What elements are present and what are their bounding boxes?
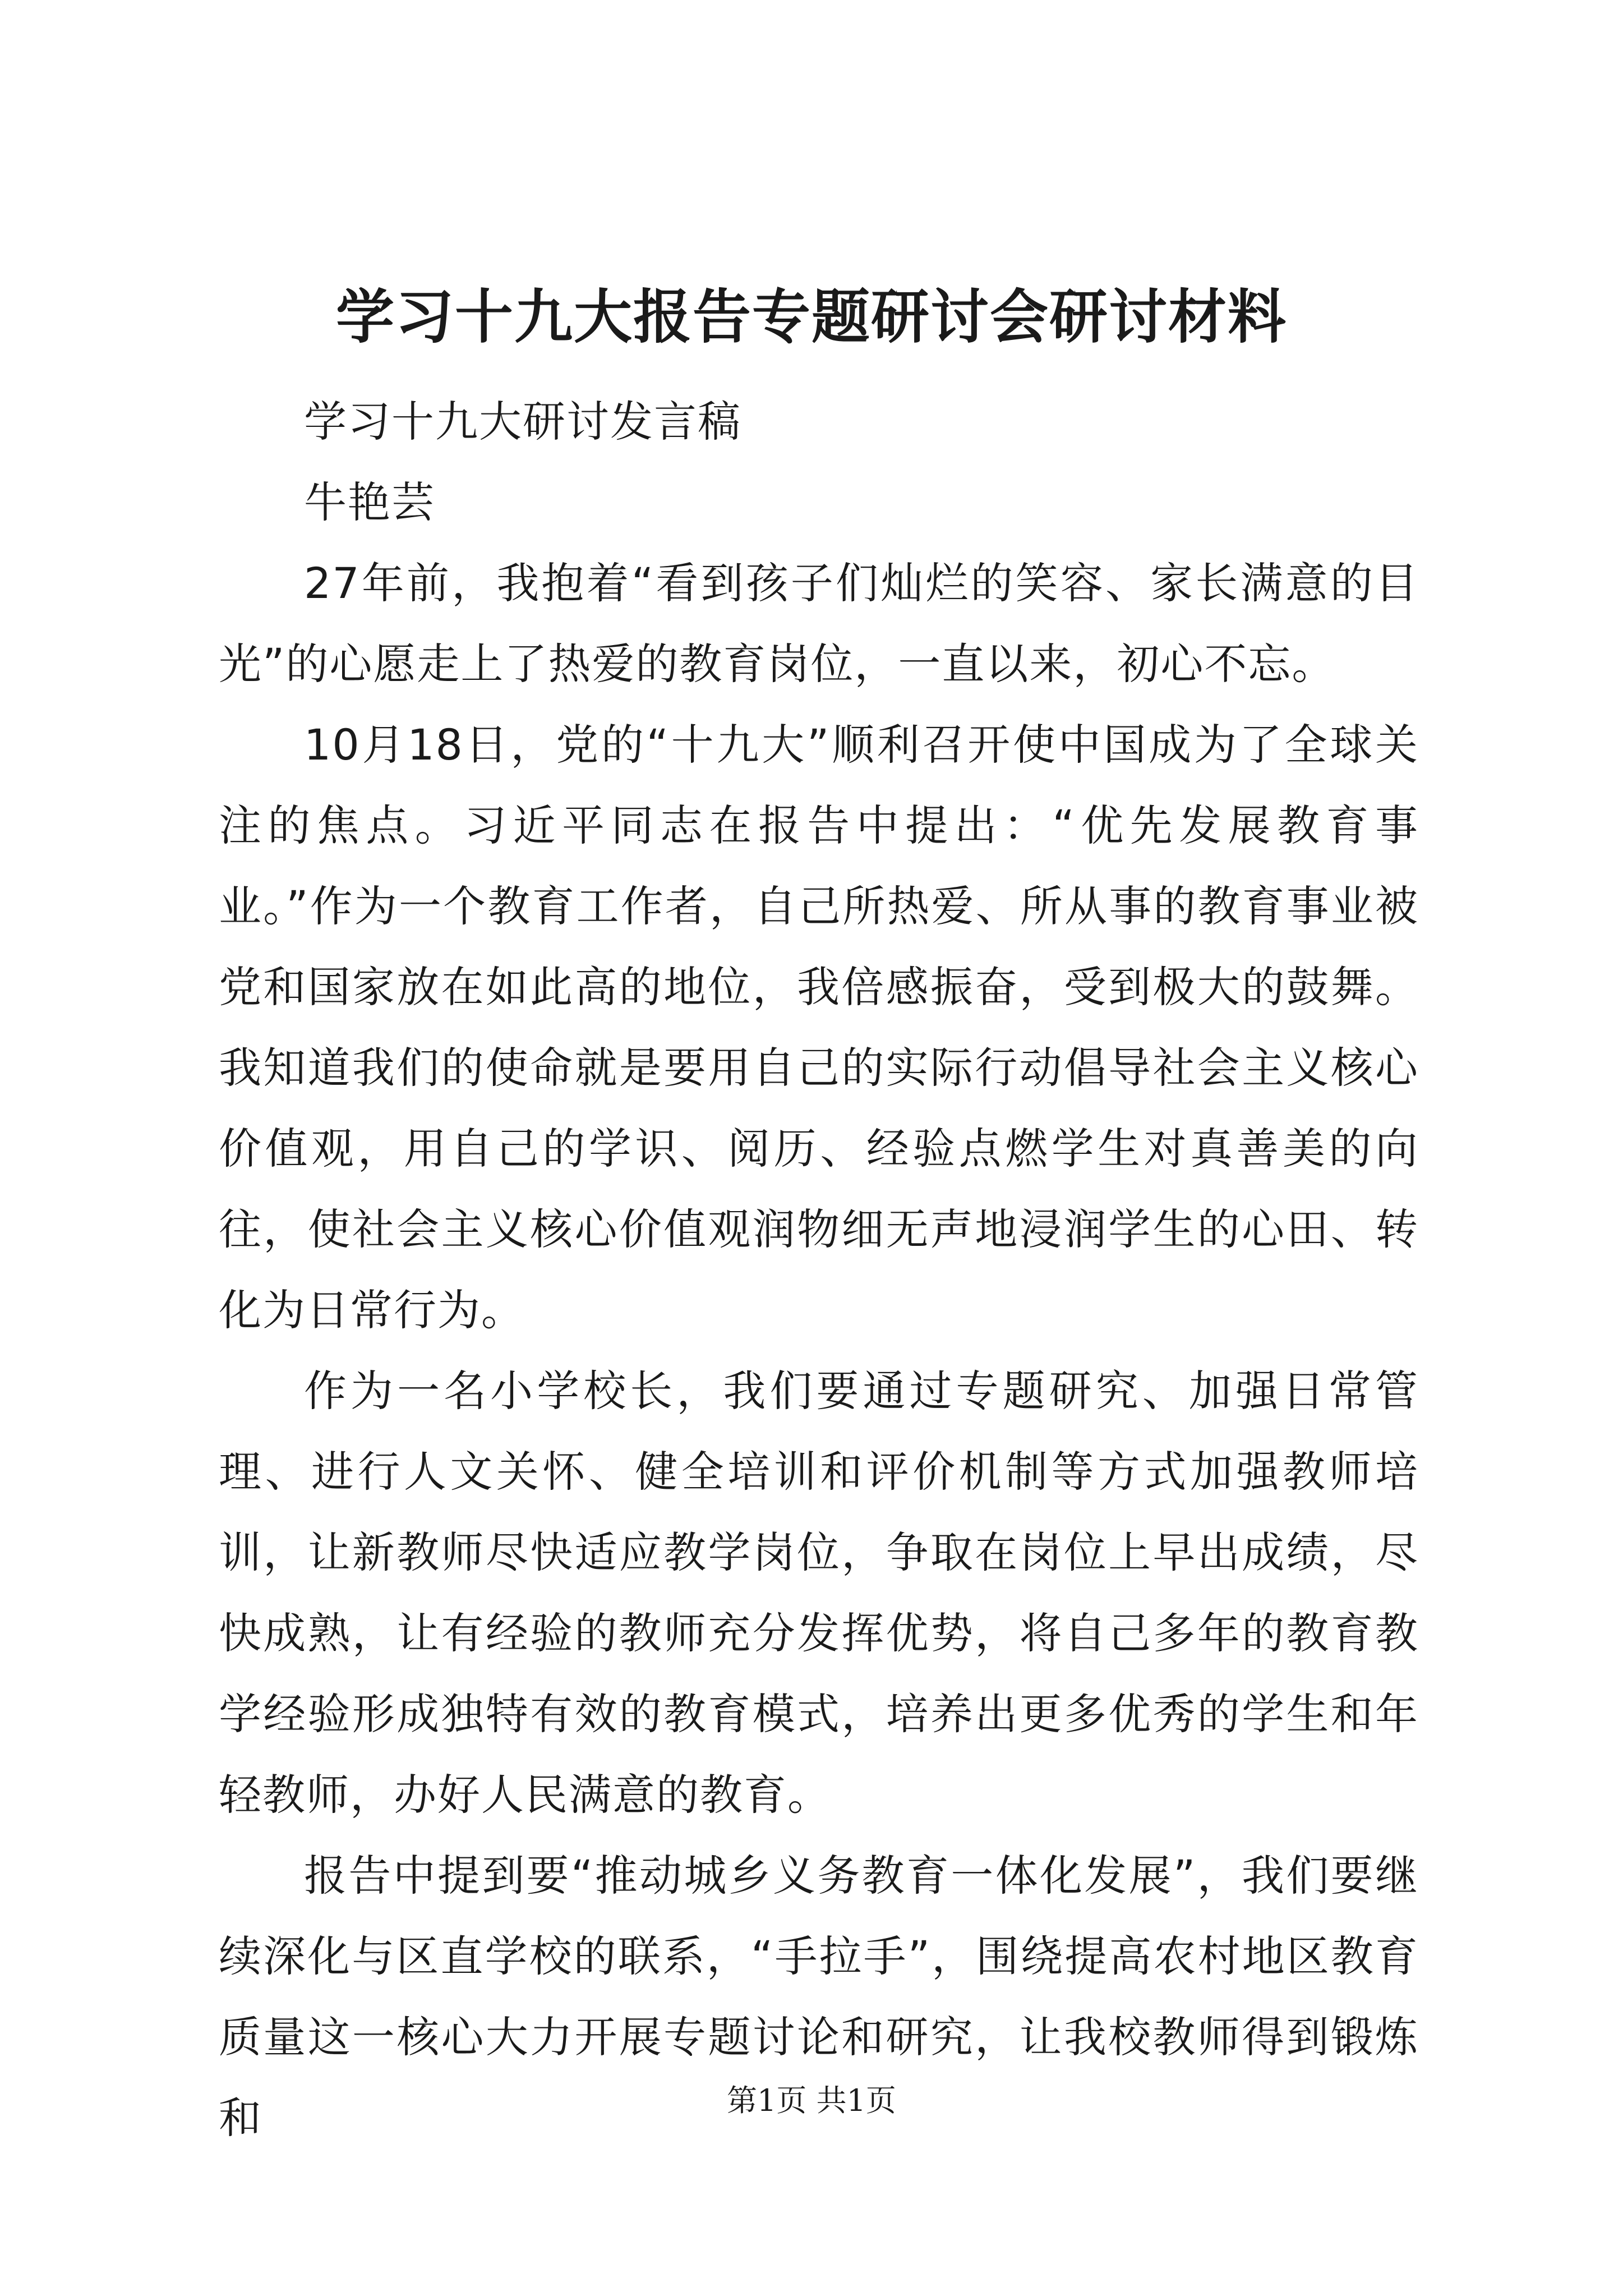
paragraph: 10月18日，党的“十九大”顺利召开使中国成为了全球关注的焦点。习近平同志在报告中提出：“优先发展教育事业。”作为一个教育工作者，自己所热爱、所从事的教育事业被党和国家放在如此高的地位，我倍感振奋，受到极大的鼓舞。我知道我们的使命就是要用自己的实际行动倡导社会主义核心价值观，用自己的学识、阅历、经验点燃学生对真善美的向往，使社会主义核心价值观润物细无声地浸润学生的心田、转化为日常行为。 bbox=[219, 720, 1419, 1335]
paragraph: 27年前，我抱着“看到孩子们灿烂的笑容、家长满意的目光”的心愿走上了热爱的教育岗位，一直以来，初心不忘。 bbox=[219, 558, 1419, 689]
paragraph: 作为一名小学校长，我们要通过专题研究、加强日常管理、进行人文关怀、健全培训和评价机制等方式加强教师培训，让新教师尽快适应教学岗位，争取在岗位上早出成绩，尽快成熟，让有经验的教师充分发挥优势，将自己多年的教育教学经验形成独特有效的教育模式，培养出更多优秀的学生和年轻教师，办好人民满意的教育。 bbox=[219, 1366, 1419, 1820]
document-title: 学习十九大报告专题研讨会研讨材料 bbox=[335, 282, 1287, 351]
page-footer: 第1页 共1页 bbox=[727, 2083, 896, 2118]
paragraph: 报告中提到要“推动城乡义务教育一体化发展”，我们要继续深化与区直学校的联系，“手拉手”，围绕提高农村地区教育质量这一核心大力开展专题讨论和研究，让我校教师得到锻炼和 bbox=[219, 1851, 1419, 2143]
document-body bbox=[219, 381, 1419, 2159]
document-subtitle: 学习十九大研讨发言稿 bbox=[304, 397, 741, 447]
document-author: 牛艳芸 bbox=[304, 477, 435, 527]
